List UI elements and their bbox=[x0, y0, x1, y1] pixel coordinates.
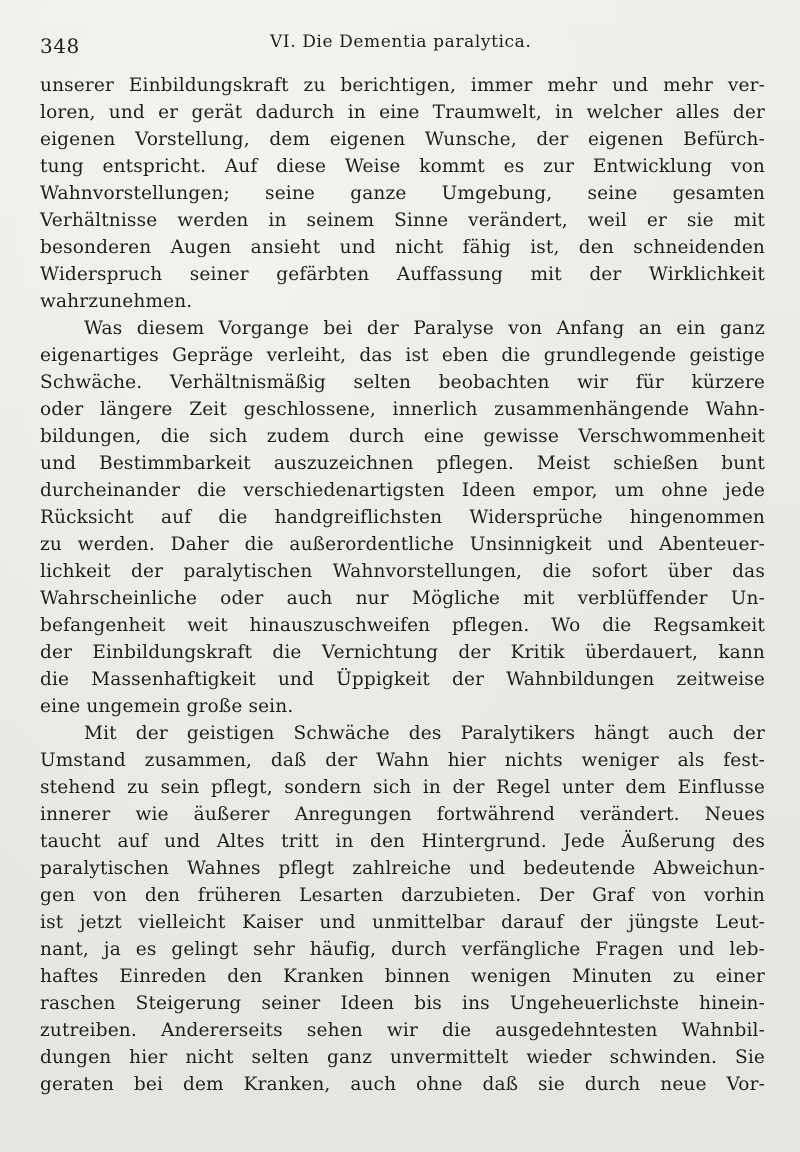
text-line: Wahrscheinliche oder auch nur Mögliche mit verblüffender Un- bbox=[40, 588, 765, 609]
text-line: raschen Steigerung seiner Ideen bis ins Ungeheuerlichste hinein- bbox=[40, 993, 765, 1014]
text-line: Schwäche. Verhältnismäßig selten beobachten wir für kürzere bbox=[40, 372, 765, 393]
text-line: der Einbildungskraft die Vernichtung der Kritik überdauert, kann bbox=[40, 642, 765, 663]
text-line: Umstand zusammen, daß der Wahn hier nichts weniger als fest- bbox=[40, 750, 765, 771]
text-line: befangenheit weit hinauszuschweifen pflegen. Wo die Regsamkeit bbox=[40, 615, 765, 636]
text-line: durcheinander die verschiedenartigsten Ideen empor, um ohne jede bbox=[40, 480, 765, 501]
text-line: paralytischen Wahnes pflegt zahlreiche und bedeutende Abweichun- bbox=[40, 858, 765, 879]
body-text bbox=[40, 72, 765, 1098]
text-line: zu werden. Daher die außerordentliche Unsinnigkeit und Abenteuer- bbox=[40, 534, 765, 555]
text-line: tung entspricht. Auf diese Weise kommt es zur Entwicklung von bbox=[40, 156, 765, 177]
running-head: VI. Die Dementia paralytica. bbox=[270, 32, 532, 52]
page-number: 348 bbox=[40, 34, 80, 58]
text-line: geraten bei dem Kranken, auch ohne daß sie durch neue Vor- bbox=[40, 1074, 765, 1095]
text-line: wahrzunehmen. bbox=[40, 291, 193, 312]
text-line: Mit der geistigen Schwäche des Paralytikers hängt auch der bbox=[84, 723, 765, 744]
text-line: die Massenhaftigkeit und Üppigkeit der Wahnbildungen zeitweise bbox=[40, 669, 765, 690]
text-line: eigenartiges Gepräge verleiht, das ist eben die grundlegende geistige bbox=[40, 345, 765, 366]
page-header bbox=[40, 30, 765, 60]
text-line: innerer wie äußerer Anregungen fortwährend verändert. Neues bbox=[40, 804, 765, 825]
text-line: haftes Einreden den Kranken binnen wenigen Minuten zu einer bbox=[40, 966, 765, 987]
text-line: eine ungemein große sein. bbox=[40, 696, 294, 717]
text-line: Widerspruch seiner gefärbten Auffassung mit der Wirklichkeit bbox=[40, 264, 765, 285]
text-line: zutreiben. Andererseits sehen wir die ausgedehntesten Wahnbil- bbox=[40, 1020, 765, 1041]
text-line: dungen hier nicht selten ganz unvermittelt wieder schwinden. Sie bbox=[40, 1047, 765, 1068]
text-line: und Bestimmbarkeit auszuzeichnen pflegen. Meist schießen bunt bbox=[40, 453, 765, 474]
text-line: oder längere Zeit geschlossene, innerlich zusammenhängende Wahn- bbox=[40, 399, 765, 420]
text-line: besonderen Augen ansieht und nicht fähig ist, den schneidenden bbox=[40, 237, 765, 258]
text-line: Was diesem Vorgange bei der Paralyse von Anfang an ein ganz bbox=[84, 318, 765, 339]
text-line: Wahnvorstellungen; seine ganze Umgebung, seine gesamten bbox=[40, 183, 765, 204]
text-line: stehend zu sein pflegt, sondern sich in der Regel unter dem Einflusse bbox=[40, 777, 765, 798]
text-line: lichkeit der paralytischen Wahnvorstellungen, die sofort über das bbox=[40, 561, 765, 582]
text-line: eigenen Vorstellung, dem eigenen Wunsche, der eigenen Befürch- bbox=[40, 129, 765, 150]
text-line: taucht auf und Altes tritt in den Hintergrund. Jede Äußerung des bbox=[40, 831, 765, 852]
text-line: nant, ja es gelingt sehr häufig, durch verfängliche Fragen und leb- bbox=[40, 939, 765, 960]
text-line: gen von den früheren Lesarten darzubieten. Der Graf von vorhin bbox=[40, 885, 765, 906]
text-line: unserer Einbildungskraft zu berichtigen, immer mehr und mehr ver- bbox=[40, 75, 765, 96]
text-line: loren, und er gerät dadurch in eine Traumwelt, in welcher alles der bbox=[40, 102, 765, 123]
text-line: bildungen, die sich zudem durch eine gewisse Verschwommenheit bbox=[40, 426, 765, 447]
text-line: Rücksicht auf die handgreiflichsten Widersprüche hingenommen bbox=[40, 507, 765, 528]
text-line: ist jetzt vielleicht Kaiser und unmittelbar darauf der jüngste Leut- bbox=[40, 912, 765, 933]
text-line: Verhältnisse werden in seinem Sinne verändert, weil er sie mit bbox=[40, 210, 765, 231]
